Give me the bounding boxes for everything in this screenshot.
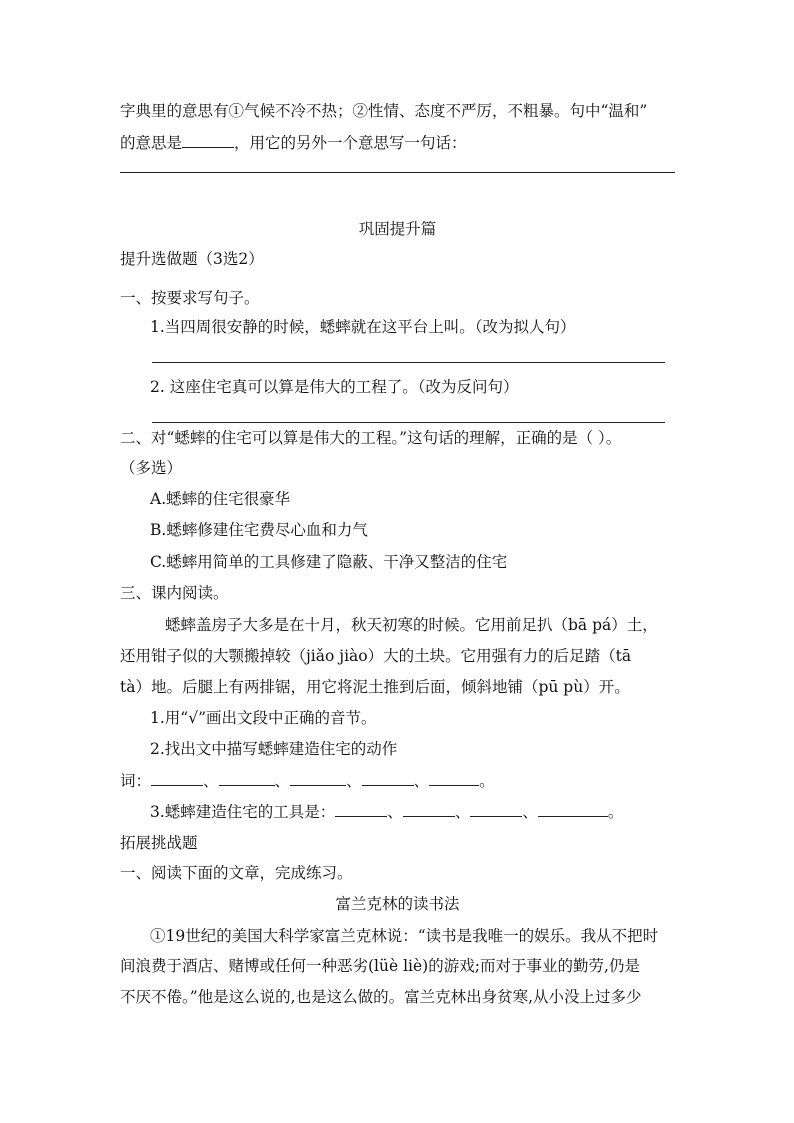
q3-passage-line-3: tà）地。后腿上有两排锯，用它将泥土推到后面，倾斜地铺（pū pù）开。 bbox=[120, 678, 630, 696]
meaning-blank[interactable] bbox=[182, 133, 234, 148]
intro-line-1: 字典里的意思有①气候不冷不热；②性情、态度不严厉，不粗暴。句中“温和” bbox=[120, 102, 648, 120]
separator: 、 bbox=[274, 772, 291, 790]
intro-line-2 bbox=[120, 132, 675, 154]
article-line-2: 间浪费于酒店、赌博或任何一种恶劣(lüè liè)的游戏;而对于事业的勤劳,仍是 bbox=[120, 957, 640, 975]
q3-task-3 bbox=[150, 801, 705, 823]
tool-blank-4[interactable] bbox=[538, 802, 608, 817]
q2-option-c[interactable]: C.蟋蟀用简单的工具修建了隐蔽、干净又整洁的住宅 bbox=[150, 553, 508, 571]
q3-task-2: 2.找出文中描写蟋蟀建造住宅的动作 bbox=[150, 740, 398, 758]
q3-task-3-label: 3.蟋蟀建造住宅的工具是： bbox=[150, 803, 336, 821]
q1-item-1: 1.当四周很安静的时候，蟋蟀就在这平台上叫。（改为拟人句） bbox=[150, 318, 576, 336]
q3-task-2-blanks bbox=[120, 770, 675, 792]
tool-blank-3[interactable] bbox=[470, 802, 522, 817]
q1-title: 一、按要求写句子。 bbox=[120, 289, 260, 307]
ext-q1-title: 一、阅读下面的文章，完成练习。 bbox=[120, 864, 353, 882]
q2-line-2: （多选） bbox=[120, 459, 183, 477]
answer-line-intro[interactable] bbox=[120, 172, 675, 173]
intro-line-2-end: ，用它的另外一个意思写一句话： bbox=[234, 134, 467, 152]
article-title: 富兰克林的读书法 bbox=[335, 895, 460, 913]
separator: 、 bbox=[413, 772, 430, 790]
end-mark: 。 bbox=[479, 772, 495, 790]
separator: 、 bbox=[346, 772, 362, 790]
q2-option-b[interactable]: B.蟋蟀修建住宅费尽心血和力气 bbox=[150, 521, 368, 539]
article-line-1: ①19世纪的美国大科学家富兰克林说：“读书是我唯一的娱乐。我从不把时 bbox=[150, 927, 659, 945]
intro-line-2-start: 的意思是 bbox=[120, 134, 183, 152]
q1-item-2: 2. 这座住宅真可以算是伟大的工程了。（改为反问句） bbox=[150, 378, 519, 396]
q2-option-a[interactable]: A.蟋蟀的住宅很豪华 bbox=[150, 490, 291, 508]
section-title: 巩固提升篇 bbox=[358, 220, 437, 238]
article-line-3: 不厌不倦。”他是这么说的,也是这么做的。富兰克林出身贫寒,从小没上过多少 bbox=[120, 988, 642, 1006]
tool-blank-2[interactable] bbox=[403, 802, 455, 817]
q3-task-1: 1.用“√”画出文段中正确的音节。 bbox=[150, 709, 377, 727]
separator: 、 bbox=[387, 803, 403, 821]
answer-line-q1-1[interactable] bbox=[152, 362, 665, 363]
verb-blank-2[interactable] bbox=[219, 771, 275, 786]
verb-blank-1[interactable] bbox=[151, 771, 203, 786]
q3-passage-line-2: 还用钳子似的大颚搬掉较（jiǎo jiào）大的土块。它用强有力的后足踏（tā bbox=[120, 647, 632, 665]
tool-blank-1[interactable] bbox=[335, 802, 387, 817]
separator: 、 bbox=[454, 803, 471, 821]
q2-line-1: 二、对“蟋蟀的住宅可以算是伟大的工程。”这句话的理解，正确的是（ ）。 bbox=[120, 429, 622, 447]
q3-title: 三、课内阅读。 bbox=[120, 584, 229, 602]
separator: 、 bbox=[203, 772, 219, 790]
verb-blank-5[interactable] bbox=[429, 771, 479, 786]
verb-blank-3[interactable] bbox=[290, 771, 346, 786]
answer-line-q1-2[interactable] bbox=[152, 422, 665, 423]
q3-passage-line-1: 蟋蟀盖房子大多是在十月，秋天初寒的时候。它用前足扒（bā pá）土， bbox=[165, 616, 658, 634]
separator: 、 bbox=[522, 803, 538, 821]
ext-title: 拓展挑战题 bbox=[120, 834, 198, 852]
verb-blank-4[interactable] bbox=[362, 771, 414, 786]
q3-task-2-label: 词： bbox=[120, 772, 152, 790]
subtitle: 提升选做题（3选2） bbox=[120, 250, 264, 268]
end-mark: 。 bbox=[607, 803, 624, 821]
